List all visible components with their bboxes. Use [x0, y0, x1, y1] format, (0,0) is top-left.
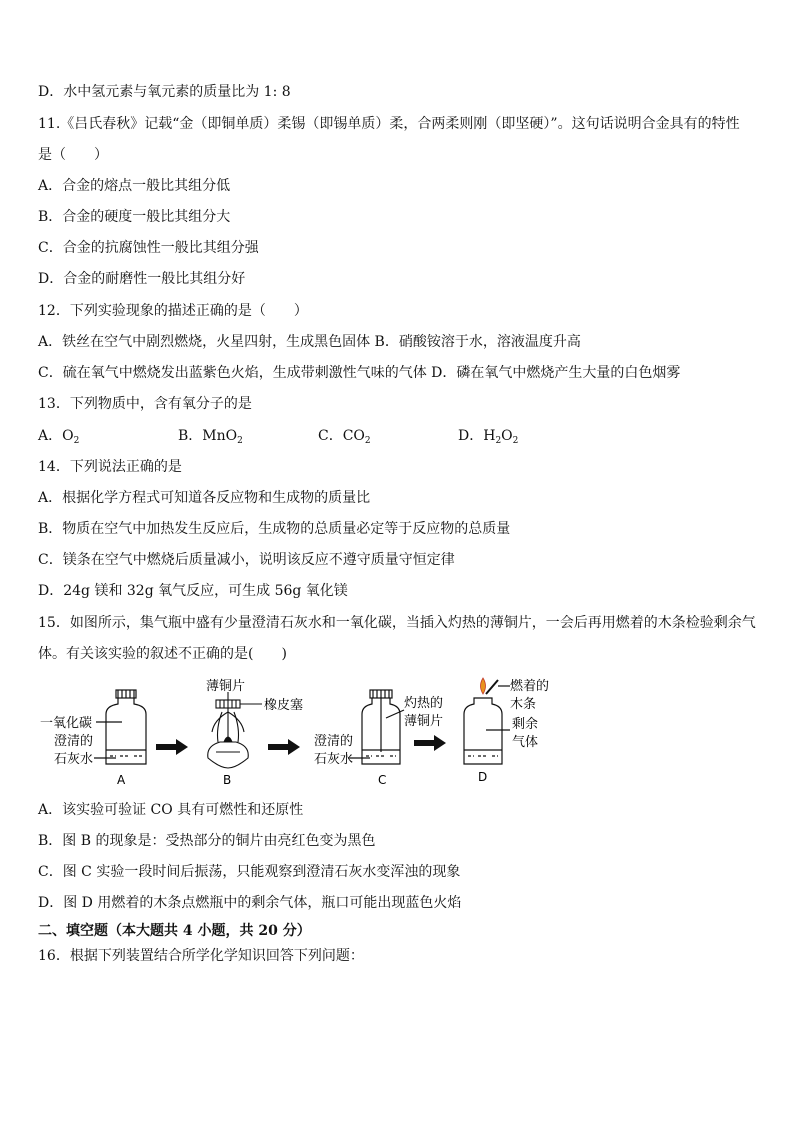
q13-options	[38, 426, 598, 451]
bottle-d	[464, 680, 510, 764]
flame-icon	[481, 678, 486, 694]
q16-stem: 16．根据下列装置结合所学化学知识回答下列问题：	[38, 948, 364, 964]
bottle-a	[94, 690, 146, 764]
q12-stem: 12．下列实验现象的描述正确的是（ ）	[38, 303, 308, 319]
fig-d-label-stick: 木条	[510, 697, 537, 712]
q14-option-d: D．24g 镁和 32g 氧气反应，可生成 56g 氧化镁	[38, 583, 348, 599]
fig-a-label-clear: 澄清的	[54, 734, 94, 749]
arrow-c-to-d	[414, 735, 446, 751]
fig-d-label-gas: 气体	[512, 735, 539, 750]
arrow-a-to-b	[156, 739, 188, 755]
experiment-figure	[36, 672, 566, 792]
q13-option-b: B．MnO$_2$	[178, 428, 243, 446]
q11-option-c: C．合金的抗腐蚀性一般比其组分强	[38, 240, 259, 256]
q14-option-a: A．根据化学方程式可知道各反应物和生成物的质量比	[38, 490, 371, 506]
fig-c-label-hot: 灼热的	[404, 696, 444, 711]
fig-d-label-remaining: 剩余	[512, 717, 539, 732]
q14-option-b: B．物质在空气中加热发生反应后，生成物的总质量必定等于反应物的总质量	[38, 521, 511, 537]
fig-d-caption: D	[478, 770, 488, 784]
q13-option-a: A．$O_2$	[38, 428, 80, 446]
q13-option-d: D．$H_2O_2$	[458, 428, 519, 446]
fig-c-caption: C	[378, 773, 387, 787]
q11-option-a: A．合金的熔点一般比其组分低	[38, 178, 231, 194]
fig-b-label-copper: 薄铜片	[206, 679, 246, 694]
arrow-b-to-c	[268, 739, 300, 755]
fig-a-label-co: 一氧化碳	[40, 716, 93, 731]
q11-option-b: B．合金的硬度一般比其组分大	[38, 209, 231, 225]
fig-c-label-clear: 澄清的	[314, 734, 354, 749]
q12-options-cd: C．硫在氧气中燃烧发出蓝紫色火焰，生成带刺激性气味的气体 D．磷在氧气中燃烧产生大量的白色烟雾	[38, 365, 681, 381]
q15-option-d: D．图 D 用燃着的木条点燃瓶中的剩余气体，瓶口可能出现蓝色火焰	[38, 895, 462, 911]
section-2-heading: 二、填空题（本大题共 4 小题，共 20 分）	[38, 923, 311, 939]
fig-a-label-limewater: 石灰水	[54, 752, 94, 767]
q11-stem-line1: 11.《吕氏春秋》记载“金（即铜单质）柔锡（即锡单质）柔，合两柔则刚（即坚硬）”。这句话说明合金具有的特性	[38, 116, 740, 132]
fig-b-label-stopper: 橡皮塞	[264, 698, 304, 713]
fig-a-caption: A	[117, 773, 126, 787]
fig-c-label-limewater: 石灰水	[314, 752, 354, 767]
bottle-c	[348, 690, 404, 764]
q14-stem: 14．下列说法正确的是	[38, 459, 182, 475]
q15-stem-line1: 15．如图所示，集气瓶中盛有少量澄清石灰水和一氧化碳，当插入灼热的薄铜片，一会后再用燃着的木条检验剩余气	[38, 615, 756, 631]
stopper-copper-b	[208, 692, 262, 768]
fig-b-caption: B	[223, 773, 232, 787]
q15-stem-line2: 体。有关该实验的叙述不正确的是( )	[38, 646, 287, 662]
q13-option-c: C．$CO_2$	[318, 428, 371, 446]
q15-option-c: C．图 C 实验一段时间后振荡，只能观察到澄清石灰水变浑浊的现象	[38, 864, 461, 880]
q15-option-b: B．图 B 的现象是：受热部分的铜片由亮红色变为黑色	[38, 833, 376, 849]
q12-options-ab: A．铁丝在空气中剧烈燃烧，火星四射，生成黑色固体 B．硝酸铵溶于水，溶液温度升高	[38, 334, 581, 350]
q11-option-d: D．合金的耐磨性一般比其组分好	[38, 271, 246, 287]
q11-stem-line2: 是（ ）	[38, 147, 108, 163]
fig-c-label-copper: 薄铜片	[404, 714, 444, 729]
q13-stem: 13．下列物质中，含有氧分子的是	[38, 396, 252, 412]
fig-d-label-burning: 燃着的	[510, 679, 550, 694]
q14-option-c: C．镁条在空气中燃烧后质量减小，说明该反应不遵守质量守恒定律	[38, 552, 455, 568]
q10-option-d: D．水中氢元素与氧元素的质量比为 1: 8	[38, 84, 291, 100]
q15-option-a: A．该实验可验证 CO 具有可燃性和还原性	[38, 802, 304, 818]
